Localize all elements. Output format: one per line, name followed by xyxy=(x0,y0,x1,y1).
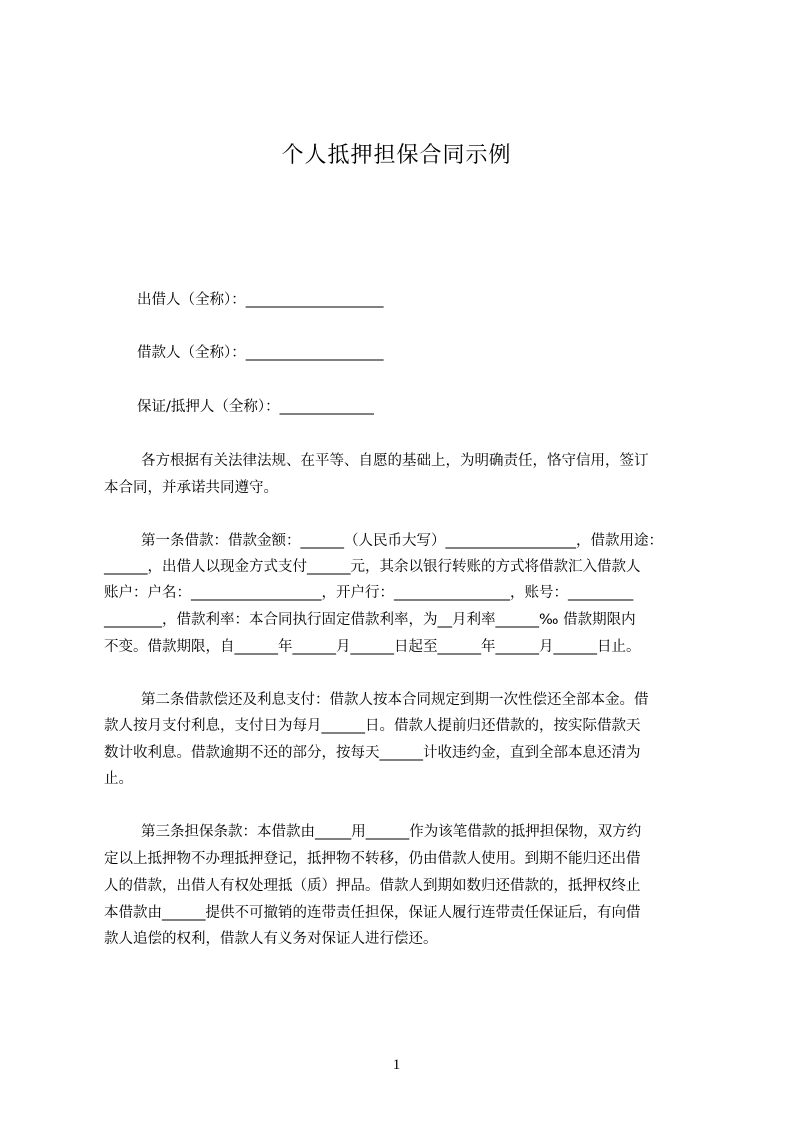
article2-line: 数计收利息。借款逾期不还的部分，按每天______计收违约金，直到全部本息还清为 xyxy=(104,745,641,761)
lender-field: 出借人（全称）：___________________ xyxy=(137,292,384,308)
intro-line: 本合同，并承诺共同遵守。 xyxy=(104,480,278,496)
article1-line: ______，出借人以现金方式支付______元，其余以银行转账的方式将借款汇入借款人 xyxy=(104,559,641,575)
page-number: 1 xyxy=(392,1057,401,1073)
borrower-field: 借款人（全称）：___________________ xyxy=(137,345,384,361)
intro-line: 各方根据有关法律法规、在平等、自愿的基础上，为明确责任，恪守信用，签订 xyxy=(141,453,649,469)
article2-line: 第二条借款偿还及利息支付：借款人按本合同规定到期一次性偿还全部本金。借 xyxy=(141,692,649,708)
article3-line: 第三条担保条款：本借款由_____用______作为该笔借款的抵押担保物，双方约 xyxy=(141,824,642,840)
article1-line: ________，借款利率：本合同执行固定借款利率，为__月利率______‰ 借款期限内 xyxy=(104,612,636,628)
document-title: 个人抵押担保合同示例 xyxy=(281,143,512,168)
article2-line: 止。 xyxy=(104,771,133,787)
article1-line: 不变。借款期限，自______年______月______日起至______年______月______日止。 xyxy=(104,639,641,655)
article3-line: 人的借款，出借人有权处理抵（质）押品。借款人到期如数归还借款的，抵押权终止 xyxy=(104,878,641,894)
article3-line: 定以上抵押物不办理抵押登记，抵押物不转移，仍由借款人使用。到期不能归还出借 xyxy=(104,851,641,867)
article3-line: 款人追偿的权利，借款人有义务对保证人进行偿还。 xyxy=(104,931,438,947)
article1-line: 第一条借款：借款金额：______（人民币大写）__________________，借款用途： xyxy=(141,533,663,549)
article1-line: 账户：户名：__________________，开户行：________________，账号：_________ xyxy=(104,585,634,601)
article2-line: 款人按月支付利息，支付日为每月______日。借款人提前归还借款的，按实际借款天 xyxy=(104,718,641,734)
guarantor-field: 保证/抵押人（全称）：_____________ xyxy=(137,399,374,415)
article3-line: 本借款由______提供不可撤销的连带责任担保，保证人履行连带责任保证后，有向借 xyxy=(104,905,641,921)
